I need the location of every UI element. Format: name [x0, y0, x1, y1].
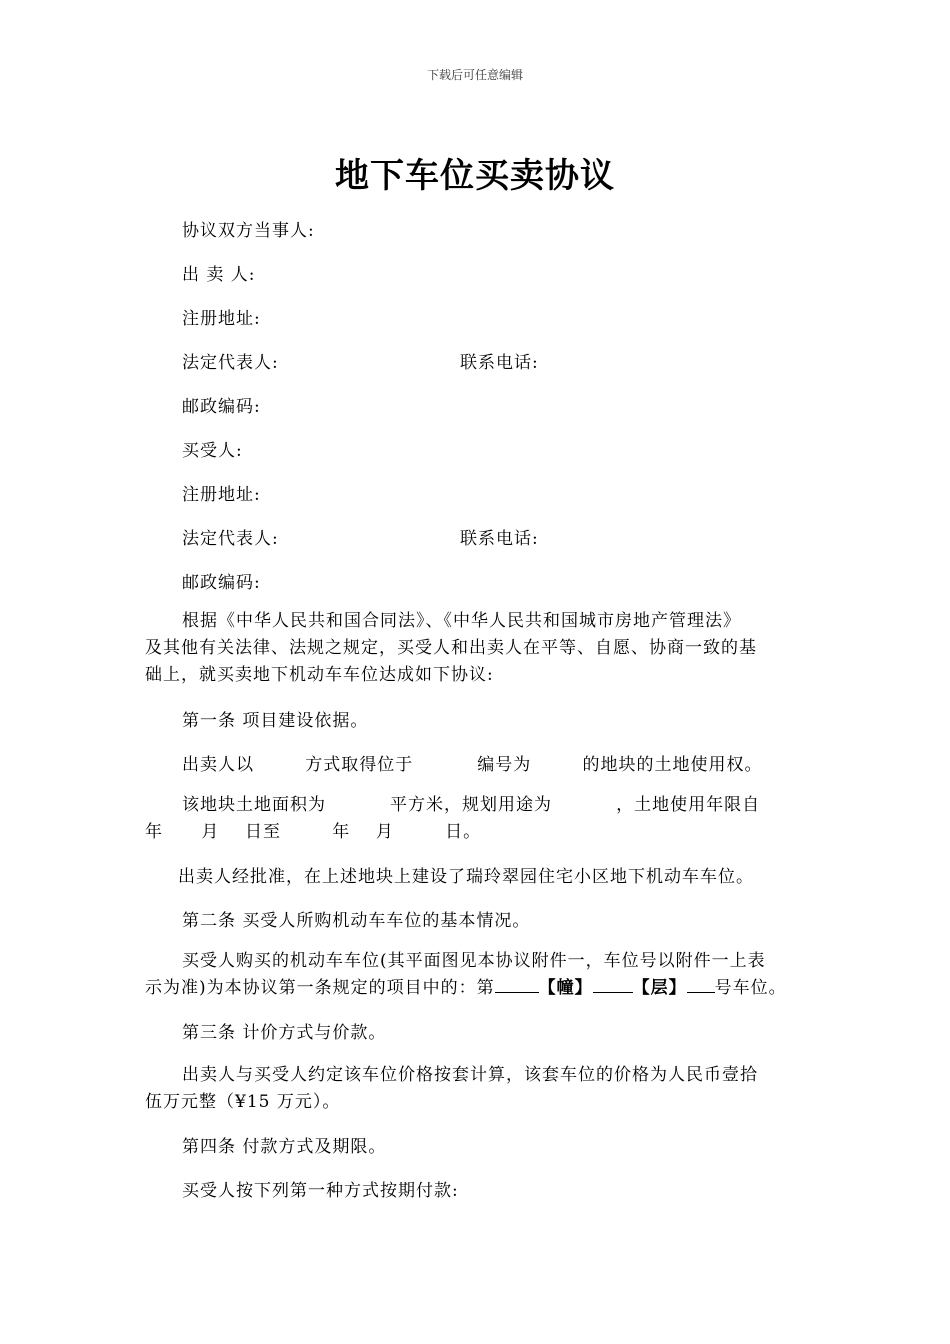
article2-text-a: 示为准)为本协议第一条规定的项目中的：第 [145, 978, 495, 998]
article1-p1: 出卖人以 方式取得位于 编号为 的地块的土地使用权。 [182, 755, 763, 775]
buyer-postcode-label: 邮政编码: [182, 573, 261, 593]
buyer-address-label: 注册地址: [182, 485, 261, 505]
space-number-blank [687, 978, 715, 993]
article2-p1-line-2 [145, 975, 810, 1002]
article3-p1-line-1: 出卖人与买受人约定该车位价格按套计算，该套车位的价格为人民币壹拾 [182, 1065, 758, 1085]
article3-heading: 第三条 计价方式与价款。 [182, 1023, 387, 1043]
article1-p2-line-2: 年 月 日至 年 月 日。 [145, 822, 482, 842]
document-title: 地下车位买卖协议 [335, 156, 615, 196]
article4-p1: 买受人按下列第一种方式按期付款: [182, 1181, 459, 1201]
preamble-line-1: 根据《中华人民共和国合同法》、《中华人民共和国城市房地产管理法》 [182, 611, 741, 631]
article2-heading: 第二条 买受人所购机动车车位的基本情况。 [182, 911, 531, 931]
article2-text-b: 【幢】 [538, 978, 593, 998]
floor-blank [593, 978, 633, 993]
article1-p2 [145, 792, 810, 846]
seller-postcode-label: 邮政编码: [182, 397, 261, 417]
seller-rep-row [182, 348, 882, 373]
article2-p1-line-1: 买受人购买的机动车车位(其平面图见本协议附件一，车位号以附件一上表 [182, 951, 766, 971]
article3-p1 [145, 1062, 810, 1116]
article2-p1 [145, 948, 810, 1002]
buyer-phone-label: 联系电话: [460, 529, 539, 549]
article1-heading: 第一条 项目建设依据。 [182, 711, 369, 731]
buyer-label: 买受人: [182, 441, 243, 461]
parties-intro: 协议双方当事人: [182, 221, 315, 241]
article2-text-d: 号车位。 [714, 978, 787, 998]
building-blank [495, 978, 539, 993]
header-note: 下载后可任意编辑 [426, 68, 523, 82]
seller-label: 出 卖 人: [182, 265, 256, 285]
preamble-paragraph [145, 608, 810, 689]
buyer-rep-label: 法定代表人: [182, 529, 279, 549]
seller-rep-label: 法定代表人: [182, 353, 279, 373]
preamble-line-3: 础上，就买卖地下机动车车位达成如下协议: [145, 665, 494, 685]
article1-p2-line-1: 该地块土地面积为 平方米，规划用途为 ，土地使用年限自 [182, 795, 761, 815]
seller-phone-label: 联系电话: [460, 353, 539, 373]
article2-text-c: 【层】 [632, 978, 687, 998]
seller-address-label: 注册地址: [182, 309, 261, 329]
article1-p3: 出卖人经批准，在上述地块上建设了瑞玲翠园住宅小区地下机动车车位。 [178, 867, 754, 887]
buyer-rep-row [182, 524, 882, 549]
preamble-line-2: 及其他有关法律、法规之规定，买受人和出卖人在平等、自愿、协商一致的基 [145, 638, 757, 658]
article3-p1-line-2: 伍万元整（¥15 万元）。 [145, 1092, 341, 1112]
article4-heading: 第四条 付款方式及期限。 [182, 1137, 387, 1157]
